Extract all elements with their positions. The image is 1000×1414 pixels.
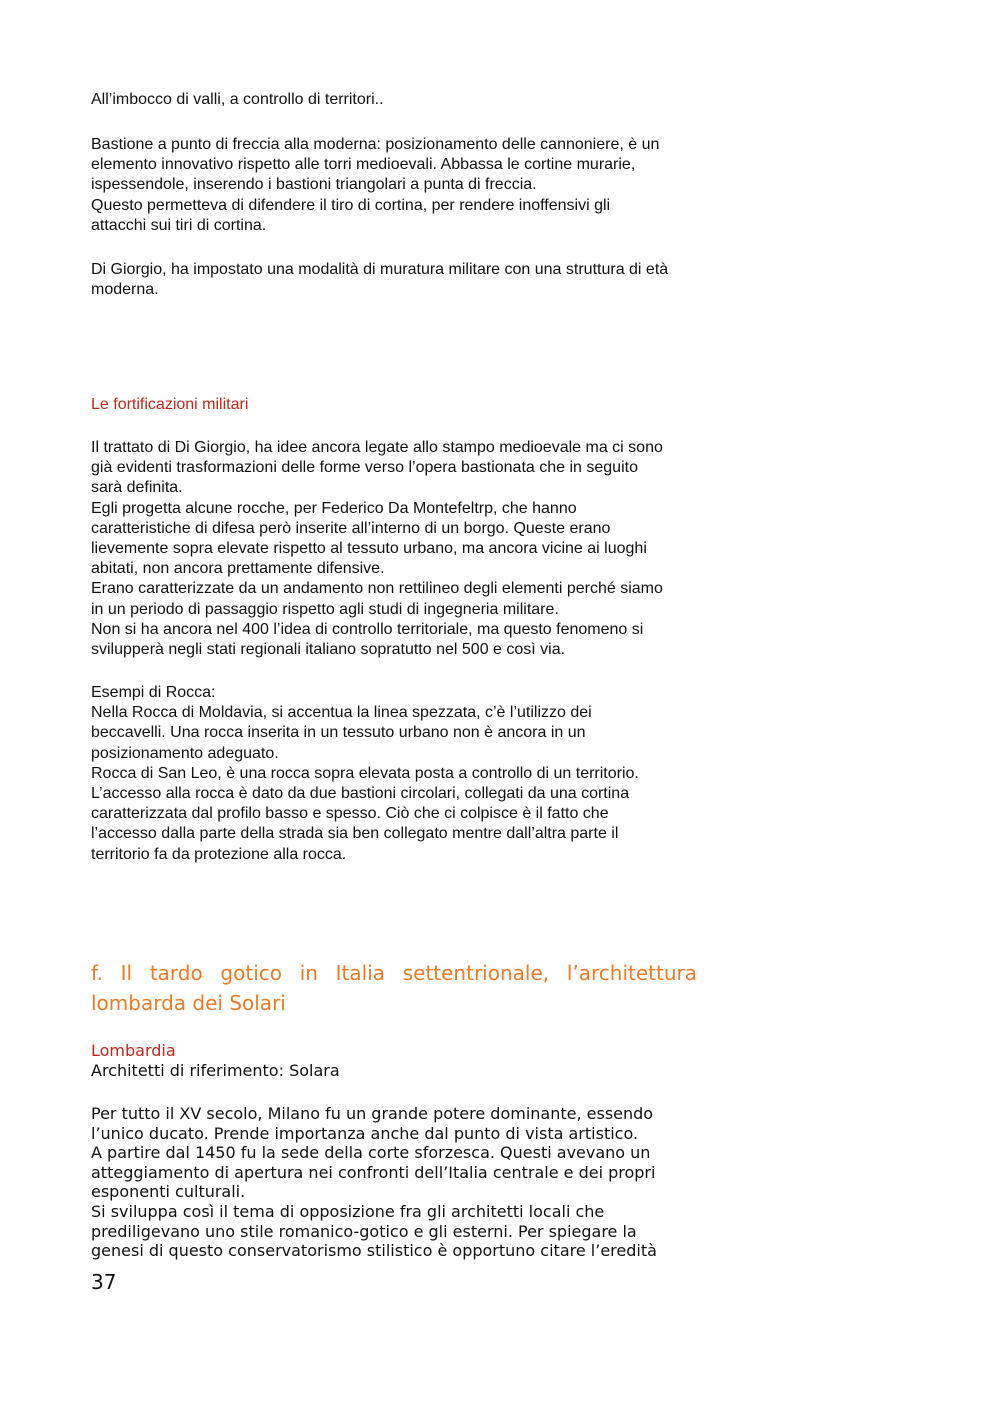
text-line: ispessendole, inserendo i bastioni triangolari a punta di freccia. xyxy=(91,176,537,194)
title-line: f. Il tardo gotico in Italia settentrionale, l’architettura xyxy=(91,961,697,985)
text-line: abitati, non ancora prettamente difensive. xyxy=(91,560,385,578)
text-line: già evidenti trasformazioni delle forme verso l’opera bastionata che in seguito xyxy=(91,459,638,477)
text-line: A partire dal 1450 fu la sede della corte sforzesca. Questi avevano un xyxy=(91,1143,651,1163)
section-f-title xyxy=(91,958,697,1018)
section-heading-fortificazioni xyxy=(91,395,701,415)
fortificazioni-paragraph xyxy=(91,438,701,660)
esempi-rocca-paragraph xyxy=(91,683,701,865)
heading-text: Le fortificazioni militari xyxy=(91,396,249,413)
intro-line xyxy=(91,90,701,110)
title-line: lombarda dei Solari xyxy=(91,991,286,1015)
page-number: 37 xyxy=(91,1270,117,1294)
text-line: l’unico ducato. Prende importanza anche dal punto di vista artistico. xyxy=(91,1123,639,1143)
text-line: l’accesso dalla parte della strada sia ben collegato mentre dall’altra parte il xyxy=(91,825,619,843)
text-line: atteggiamento di apertura nei confronti dell’Italia centrale e dei propri xyxy=(91,1162,656,1182)
text-line: esponenti culturali. xyxy=(91,1182,246,1202)
text-line: svilupperà negli stati regionali italiano sopratutto nel 500 e così via. xyxy=(91,641,566,659)
text-line: prediligevano uno stile romanico-gotico e gli esterni. Per spiegare la xyxy=(91,1221,637,1241)
text-line: sarà definita. xyxy=(91,479,183,497)
subheading-lombardia xyxy=(91,1041,701,1061)
text-line: Erano caratterizzate da un andamento non rettilineo degli elementi perché siamo xyxy=(91,580,663,598)
text-line: Si sviluppa così il tema di opposizione fra gli architetti locali che xyxy=(91,1201,605,1221)
text-line: moderna. xyxy=(91,281,159,299)
text-line: Bastione a punto di freccia alla moderna: posizionamento delle cannoniere, è un xyxy=(91,136,660,153)
text-line: caratteristiche di difesa però inserite all’interno di un borgo. Queste erano xyxy=(91,519,611,537)
text-line: Il trattato di Di Giorgio, ha idee ancora legate allo stampo medioevale ma ci sono xyxy=(91,439,663,456)
text-line: Egli progetta alcune rocche, per Federico Da Montefeltrp, che hanno xyxy=(91,499,577,517)
subheading-text: Lombardia xyxy=(91,1041,176,1060)
text-line: caratterizzata dal profilo basso e spesso. Ciò che ci colpisce è il fatto che xyxy=(91,805,609,823)
text-line: Questo permetteva di difendere il tiro di cortina, per rendere inoffensivi gli xyxy=(91,196,611,214)
text-line: in un periodo di passaggio rispetto agli studi di ingegneria militare. xyxy=(91,600,559,618)
text-line: All’imbocco di valli, a controllo di territori.. xyxy=(91,91,384,108)
lombardia-paragraph xyxy=(91,1104,701,1261)
text-line: Esempi di Rocca: xyxy=(91,684,216,701)
text-line: Rocca di San Leo, è una rocca sopra elevata posta a controllo di un territorio. xyxy=(91,764,639,782)
text-line: attacchi sui tiri di cortina. xyxy=(91,216,267,234)
text-line: lievemente sopra elevate rispetto al tessuto urbano, ma ancora vicine ai luoghi xyxy=(91,540,647,558)
text-line: Di Giorgio, ha impostato una modalità di muratura militare con una struttura di età xyxy=(91,261,669,278)
text-line: Non si ha ancora nel 400 l’idea di controllo territoriale, ma questo fenomeno si xyxy=(91,620,644,638)
text-line: genesi di questo conservatorismo stilistico è opportuno citare l’eredità xyxy=(91,1241,657,1261)
architetti-line xyxy=(91,1061,701,1081)
bastione-paragraph xyxy=(91,135,701,236)
text-line: Nella Rocca di Moldavia, si accentua la linea spezzata, c’è l’utilizzo dei xyxy=(91,704,592,722)
text-line: elemento innovativo rispetto alle torri medioevali. Abbassa le cortine murarie, xyxy=(91,156,636,174)
di-giorgio-paragraph xyxy=(91,260,701,300)
text-line: posizionamento adeguato. xyxy=(91,744,279,762)
text-line: beccavelli. Una rocca inserita in un tessuto urbano non è ancora in un xyxy=(91,724,586,742)
text-line: Per tutto il XV secolo, Milano fu un grande potere dominante, essendo xyxy=(91,1104,654,1123)
text-line: Architetti di riferimento: Solara xyxy=(91,1061,340,1080)
text-line: territorio fa da protezione alla rocca. xyxy=(91,845,347,863)
text-line: L’accesso alla rocca è dato da due bastioni circolari, collegati da una cortina xyxy=(91,785,630,803)
